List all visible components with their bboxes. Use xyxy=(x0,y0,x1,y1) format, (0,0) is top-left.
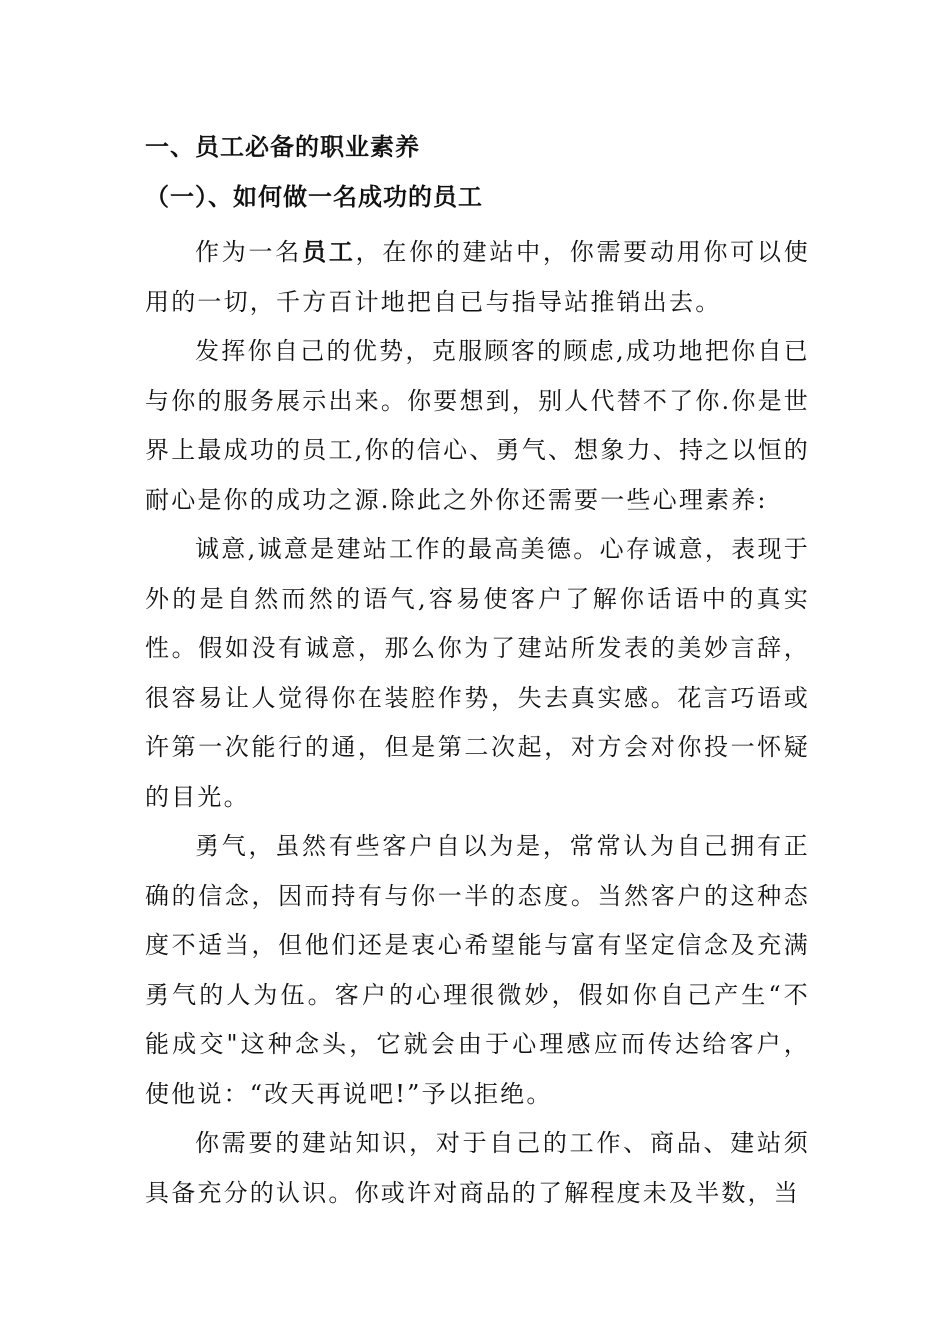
paragraph-courage: 勇气，虽然有些客户自以为是，常常认为自己拥有正确的信念，因而持有与你一半的态度。当然客户的这种态度不适当，但他们还是衷心希望能与富有坚定信念及充满勇气的人为伍。客户的心理很微妙，假如你自己产生“不能成交"这种念头，它就会由于心理感应而传达给客户，使他说：“改天再说吧!”予以拒绝。 xyxy=(145,832,810,1108)
document-body xyxy=(145,122,810,1218)
paragraph-text-start: 作为一名 xyxy=(195,238,303,266)
paragraph-sincerity: 诚意,诚意是建站工作的最高美德。心存诚意，表现于外的是自然而然的语气,容易使客户了解你话语中的真实性。假如没有诚意，那么你为了建站所发表的美妙言辞，很容易让人觉得你在装腔作势，失去真实感。花言巧语或许第一次能行的通，但是第二次起，对方会对你投一怀疑的目光。 xyxy=(145,535,810,811)
paragraph-text-rest: ，在你的建站中，你需要动用你可以使用的一切，千方百计地把自已与指导站推销出去。 xyxy=(145,238,810,316)
paragraph-strengths: 发挥你自己的优势，克服顾客的顾虑,成功地把你自已与你的服务展示出来。你要想到，别人代替不了你.你是世界上最成功的员工,你的信心、勇气、想象力、持之以恒的耐心是你的成功之源.除此之外你还需要一些心理素养: xyxy=(145,337,810,514)
paragraph-knowledge: 你需要的建站知识，对于自己的工作、商品、建站须具备充分的认识。你或许对商品的了解程度未及半数，当 xyxy=(145,1129,810,1207)
section-heading: 一、员工必备的职业素养 xyxy=(145,132,420,161)
paragraph-employee-role xyxy=(145,227,810,327)
subsection-heading: （一）、如何做一名成功的员工 xyxy=(145,182,483,211)
paragraph-emphasis: 员工 xyxy=(302,237,356,266)
